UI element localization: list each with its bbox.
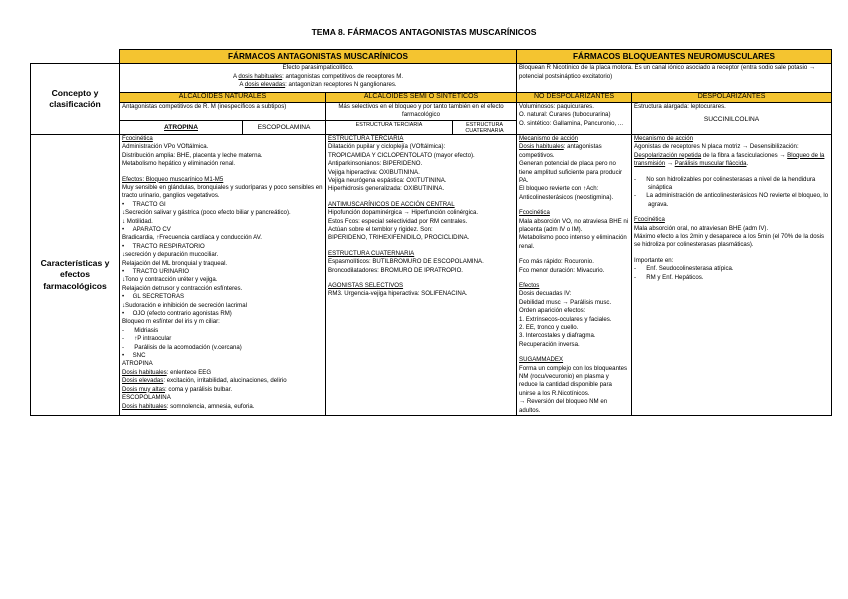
concepto-muscarinicos [120, 64, 517, 93]
escopolamina-label: ESCOPOLAMINA [243, 120, 326, 134]
no-despolarizantes-caracteristicas: Mecanismo de acción Dosis habituales: antagonistas competitivos. Generan potencial de placa pero no tiene amplitud suficiente para producir PA. El bloqueo revierte con ↑Ach: Anticolinesterásicos (neostigmina). Fcocinética Mala absorción VO, no atraviesa BHE ni placenta (adm IV o IM). Metabolismo poco intenso y eliminación renal. Fco más rápido: Rocuronio. Fco menor duración: Mivacurio. Efectos Dosis decuadas IV: Debilidad musc → Parálisis musc. Orden aparición efectos: 1. Extrínsecos-oculares y faciales. 2. EE, tronco y cuello. 3. Intercostales y diafragma. Recuperación inversa. SUGAMMADEX Forma un complejo con los bloqueantes NM (rocu/vecuronio) en plasma y reduce la cantidad disponible para unirse a los R.Nicotínicos. → Reversión del bloqueo NM en adultos. [517, 134, 632, 415]
despolarizantes-description: Estructura alargada: leptocurares. SUCCINILCOLINA [632, 102, 832, 134]
description-row [31, 102, 832, 120]
semisinteticos-caracteristicas: ESTRUCTURA TERCIARIA Dilatación pupilar y cicloplejía (VOftálmica): TROPICAMIDA Y CICLOPENTOLATO (mayor efecto). Antiparkinsonianos: BIPERIDENO. Vejiga hiperactiva: OXIBUTININA. Vejiga neurógena espástica: OXITUTININA. Hiperhidrosis generalizada: OXIBUTININA. ANTIMUSCARÍNICOS DE ACCIÓN CENTRAL Hipofunción dopaminérgica → Hiperfunción colinérgica. Estos Fcos: especial selectividad por RM centrales. Actúan sobre el temblor y rigidez. Son: BIPERIDENO, TRIHEXIFENIDILO, PROCICLIDINA. ESTRUCTURA CUATERNARIA Espasmolíticos: BUTILBROMURO DE ESCOPOLAMINA. Broncodilatadores: BROMURO DE IPRATROPIO. AGONISTAS SELECTIVOS RM3. Urgencia-vejiga hiperactiva: SOLIFENACINA. [326, 134, 517, 415]
row-label-caracteristicas: Características y efectos farmacológicos [31, 134, 120, 415]
page-title: TEMA 8. FÁRMACOS ANTAGONISTAS MUSCARÍNICOS [311, 27, 537, 37]
header-bloqueantes: FÁRMACOS BLOQUEANTES NEUROMUSCULARES [517, 50, 832, 64]
semisinteticos-description: Más selectivos en el bloqueo y por tanto también en el efecto farmacológico [326, 102, 517, 120]
empty-corner [31, 50, 120, 64]
concepto-line-1: Efecto parasimpaticolítico. [282, 64, 354, 72]
succinilcolina-label: SUCCINILCOLINA [703, 116, 760, 124]
header-row [31, 50, 832, 64]
concepto-line-3: A dosis elevadas: antagonizan receptores N ganglionares. [239, 81, 397, 89]
subheader-semisinteticos: ALCALOIDES SEMI O SINTÉTICOS [326, 93, 517, 102]
no-despolarizantes-description: Voluminosos: paquicurares. O. natural: Curares (tubocurarina) O. sintético: Gallamina, Pancuronio, ... [517, 102, 632, 134]
estructura-terciaria-label: ESTRUCTURA TERCIARIA [326, 120, 453, 134]
pharmacology-table [30, 49, 832, 416]
despolarizantes-caracteristicas: Mecanismo de acción Agonistas de receptores N placa motriz → Desensibilización: Despolarización repetida de la fibra a fasciculaciones → Bloqueo de la transmisión → Parálisis muscular fláccida. - No son hidrolizables por colinesterasas a nivel de la hendidura sináptica - La administración de anticolinesterásicos NO revierte el bloqueo, lo agrava. Fcocinética Mala absorción oral, no atraviesan BHE (adm IV). Máximo efecto a los 2min y desaparece a los 5min (el 70% de la dosis se hidroliza por colinesterasas plasmáticas). Importante en: - Enf. Seudocolinesterasa atípica. - RM y Enf. Hepáticos. [632, 134, 832, 415]
atropina-label: ATROPINA [120, 120, 243, 134]
concepto-line-2: A dosis habituales: antagonistas competitivos de receptores M. [232, 72, 404, 80]
caracteristicas-row [31, 134, 832, 415]
header-muscarinicos: FÁRMACOS ANTAGONISTAS MUSCARÍNICOS [120, 50, 517, 64]
row-label-concepto: Concepto y clasificación [31, 64, 120, 135]
naturales-caracteristicas: Fcocinética Administración VPo VOftálmica. Distribución amplia: BHE, placenta y leche materna. Metabolismo hepático y eliminación renal. Efectos: Bloqueo muscarínico M1-M5 Muy sensible en glándulas, bronquiales y sudoríparas y poco sensibles en tracto urinario, ganglios vegetativos. • TRACTO GI ↓Secreción salivar y gástrica (poco efecto biliar y pancreático). ↓ Motilidad. • APARATO CV Bradicardia, ↑Frecuencia cardíaca y conducción AV. • TRACTO RESPIRATORIO ↓secreción y depuración mucociliar. Relajación del ML bronquial y traqueal. • TRACTO URINARIO ↓Tono y contracción uréter y vejiga. Relajación detrusor y contracción esfínteres. • GL SECRETORAS ↓Sudoración e inhibición de secreción lacrimal • OJO (efecto contrario agonistas RM) Bloqueo m esfínter del iris y m ciliar: - Midriasis - ↑P intraocular - Parálisis de la acomodación (v.cercana) • SNC ATROPINA Dosis habituales: enlentece EEG Dosis elevadas: excitación, irritabilidad, alucinaciones, delirio Dosis muy altas: coma y parálisis bulbar. ESCOPOLAMINA Dosis habituales: somnolencia, amnesia, euforia. [120, 134, 326, 415]
naturales-description: Antagonistas competitivos de R. M (inespecíficos a subtipos) [120, 102, 326, 120]
subheader-row [31, 93, 832, 102]
concepto-row-1 [31, 64, 832, 93]
subheader-no-despolarizantes: NO DESPOLARIZANTES [517, 93, 632, 102]
subheader-despolarizantes: DESPOLARIZANTES [632, 93, 832, 102]
estructura-cuaternaria-label: ESTRUCTURA CUATERNARIA [453, 120, 517, 134]
subheader-naturales: ALCALOIDES NATURALES [120, 93, 326, 102]
concepto-bloqueantes: Bloquean R Nicotínico de la placa motora. Es un canal iónico asociado a receptor (entra sodio sale potasio → potencial postsináptico excitatorio) [517, 64, 832, 93]
